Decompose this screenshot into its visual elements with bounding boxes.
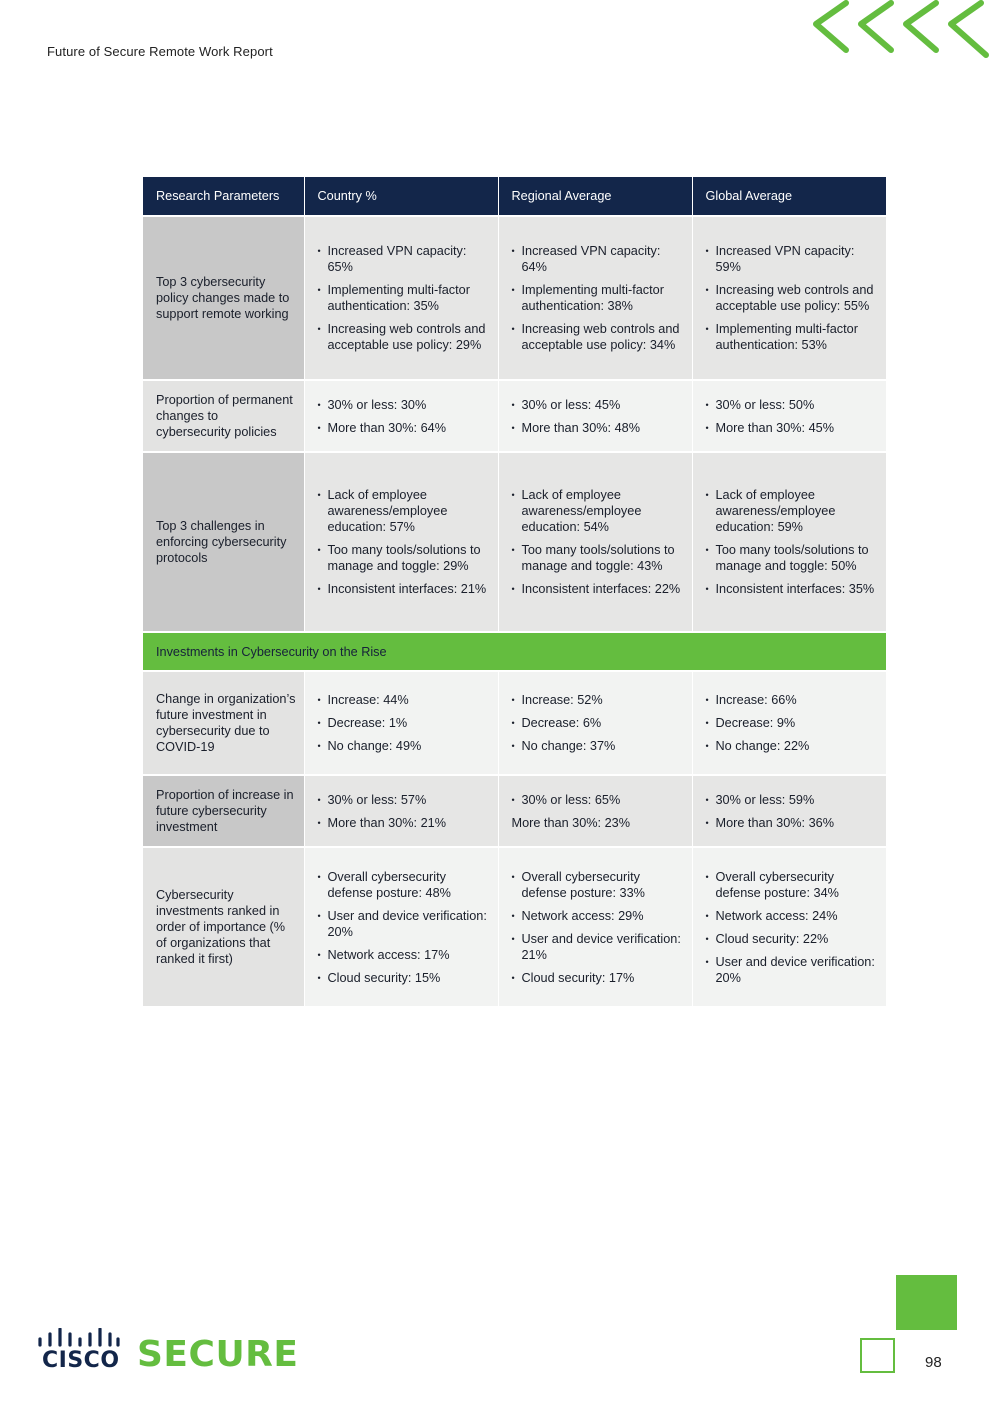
list-item: • User and device verification: 21%: [512, 931, 684, 963]
list-item: • Decrease: 9%: [706, 715, 879, 731]
list-item: • Inconsistent interfaces: 35%: [706, 581, 879, 597]
chevrons-decoration-icon: [806, 0, 992, 62]
list-item: • Overall cybersecurity defense posture: 34%: [706, 869, 879, 901]
regional-cell: [498, 775, 692, 847]
header-research-parameters: Research Parameters: [143, 177, 304, 216]
header-regional-average: Regional Average: [498, 177, 692, 216]
list-item: • User and device verification: 20%: [706, 954, 879, 986]
list-item: More than 30%: 23%: [511, 815, 630, 830]
list-item: • 30% or less: 30%: [318, 397, 490, 413]
list-item: • Lack of employee awareness/employee education: 59%: [706, 487, 879, 535]
header-global-average: Global Average: [692, 177, 886, 216]
parameter-cell: Change in organization’s future investment in cybersecurity due to COVID-19: [143, 671, 304, 775]
country-cell: [304, 216, 498, 380]
list-item: • More than 30%: 21%: [318, 815, 490, 831]
list-item: • Network access: 29%: [512, 908, 684, 924]
list-item: • Inconsistent interfaces: 21%: [318, 581, 490, 597]
list-item: • More than 30%: 48%: [512, 420, 684, 436]
report-title: Future of Secure Remote Work Report: [47, 44, 273, 59]
global-cell: [692, 380, 886, 452]
list-item: • Inconsistent interfaces: 22%: [512, 581, 684, 597]
country-cell: [304, 775, 498, 847]
list-item: • Implementing multi-factor authentication: 35%: [318, 282, 490, 314]
parameter-cell: Top 3 cybersecurity policy changes made to support remote working: [143, 216, 304, 380]
list-item: • Overall cybersecurity defense posture: 48%: [318, 869, 490, 901]
table-row: [143, 380, 886, 452]
regional-cell: [498, 216, 692, 380]
list-item: • Increased VPN capacity: 59%: [706, 243, 879, 275]
list-item: • More than 30%: 64%: [318, 420, 490, 436]
list-item: • Increase: 52%: [512, 692, 684, 708]
list-item: • No change: 49%: [318, 738, 490, 754]
list-item: • Implementing multi-factor authentication: 38%: [512, 282, 684, 314]
header-country: Country %: [304, 177, 498, 216]
table-row: [143, 847, 886, 1006]
country-cell: [304, 452, 498, 632]
list-item: • Too many tools/solutions to manage and toggle: 43%: [512, 542, 684, 574]
list-item: • Network access: 24%: [706, 908, 879, 924]
regional-cell: [498, 847, 692, 1006]
section-title: Investments in Cybersecurity on the Rise: [143, 632, 886, 671]
table-row: [143, 775, 886, 847]
list-item: • More than 30%: 45%: [706, 420, 879, 436]
parameter-cell: Proportion of increase in future cybersecurity investment: [143, 775, 304, 847]
list-item: • Increasing web controls and acceptable use policy: 34%: [512, 321, 684, 353]
global-cell: [692, 847, 886, 1006]
list-item: • Overall cybersecurity defense posture: 33%: [512, 869, 684, 901]
parameter-cell: Cybersecurity investments ranked in order of importance (% of organizations that ranked it first): [143, 847, 304, 1006]
country-cell: [304, 671, 498, 775]
cisco-wordmark: CISCO: [42, 1348, 120, 1373]
list-item: • 30% or less: 45%: [512, 397, 684, 413]
research-table: [143, 177, 886, 1006]
list-item: • More than 30%: 36%: [706, 815, 879, 831]
list-item: • No change: 22%: [706, 738, 879, 754]
cisco-logo: [36, 1328, 120, 1374]
corner-outline-box: [860, 1338, 895, 1373]
table-header-row: [143, 177, 886, 216]
list-item: • Increasing web controls and acceptable use policy: 55%: [706, 282, 879, 314]
country-cell: [304, 847, 498, 1006]
table-row: [143, 452, 886, 632]
list-item: • Decrease: 1%: [318, 715, 490, 731]
parameter-cell: Top 3 challenges in enforcing cybersecurity protocols: [143, 452, 304, 632]
list-item: • Increase: 44%: [318, 692, 490, 708]
parameter-cell: Proportion of permanent changes to cybersecurity policies: [143, 380, 304, 452]
list-item: • Decrease: 6%: [512, 715, 684, 731]
list-item: • Increasing web controls and acceptable use policy: 29%: [318, 321, 490, 353]
list-item: • Cloud security: 22%: [706, 931, 879, 947]
list-item: • 30% or less: 59%: [706, 792, 879, 808]
list-item: • Too many tools/solutions to manage and toggle: 50%: [706, 542, 879, 574]
list-item: • Lack of employee awareness/employee education: 54%: [512, 487, 684, 535]
table-row: [143, 216, 886, 380]
list-item: • 30% or less: 65%: [512, 792, 684, 808]
global-cell: [692, 216, 886, 380]
list-item: • Implementing multi-factor authentication: 53%: [706, 321, 879, 353]
section-row: [143, 632, 886, 671]
secure-wordmark: SECURE: [137, 1334, 299, 1375]
list-item: • Too many tools/solutions to manage and toggle: 29%: [318, 542, 490, 574]
list-item: • 30% or less: 50%: [706, 397, 879, 413]
global-cell: [692, 452, 886, 632]
page-number: 98: [925, 1354, 942, 1371]
list-item: • Cloud security: 15%: [318, 970, 490, 986]
list-item: • No change: 37%: [512, 738, 684, 754]
list-item: • Cloud security: 17%: [512, 970, 684, 986]
list-item: • Increased VPN capacity: 64%: [512, 243, 684, 275]
list-item: • Network access: 17%: [318, 947, 490, 963]
list-item: • Increased VPN capacity: 65%: [318, 243, 490, 275]
cisco-bars-icon: [36, 1328, 120, 1350]
list-item: • Lack of employee awareness/employee education: 57%: [318, 487, 490, 535]
list-item: • Increase: 66%: [706, 692, 879, 708]
corner-green-block: [896, 1275, 957, 1330]
global-cell: [692, 775, 886, 847]
country-cell: [304, 380, 498, 452]
regional-cell: [498, 452, 692, 632]
list-item: • 30% or less: 57%: [318, 792, 490, 808]
regional-cell: [498, 380, 692, 452]
table-row: [143, 671, 886, 775]
global-cell: [692, 671, 886, 775]
regional-cell: [498, 671, 692, 775]
list-item: • User and device verification: 20%: [318, 908, 490, 940]
